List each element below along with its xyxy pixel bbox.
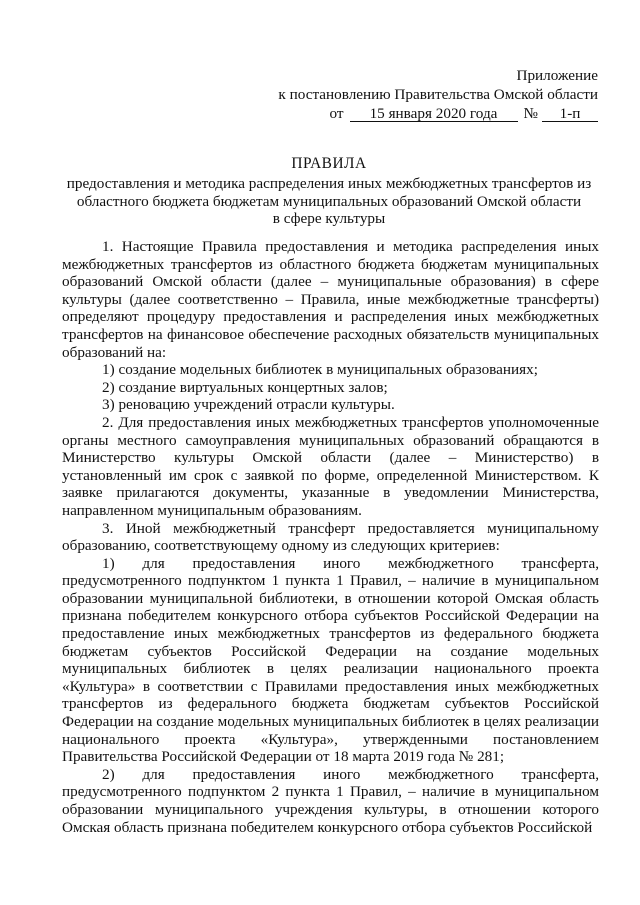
paragraph-1-item-1: 1) создание модельных библиотек в муниципальных образованиях; — [102, 361, 538, 379]
paragraph-2: 2. Для предоставления иных межбюджетных трансфертов уполномоченные органы местного самоуправления муниципальных образований обращаются в Министерство культуры Омской области (далее – Министерство) в установленный им срок с заявкой по форме, определенной Министерством. К заявке прилагаются документы, указанные в уведомлении Министерства, направленном муниципальным образованиям. — [62, 413, 599, 519]
resolution-date-line — [268, 104, 598, 123]
paragraph-3: 3. Иной межбюджетный трансферт предоставляется муниципальному образованию, соответствующему одному из следующих критериев: — [62, 519, 599, 555]
paragraph-1-item-2: 2) создание виртуальных концертных залов; — [102, 378, 388, 396]
document-title: ПРАВИЛА — [291, 155, 367, 172]
subtitle-line-3: в сфере культуры — [272, 210, 386, 227]
date-prefix: от — [329, 105, 344, 122]
resolution-date: 15 января 2020 года — [350, 106, 518, 122]
paragraph-1-item-3: 3) реновацию учреждений отрасли культуры. — [102, 396, 395, 414]
paragraph-1: 1. Настоящие Правила предоставления и методика распределения иных межбюджетных трансфертов из областного бюджета бюджетам муниципальных образований Омской области (далее – муниципальные образования) в сфере культуры (далее соответственно – Правила, иные межбюджетные трансферты) определяют процедуру предоставления и распределения иных межбюджетных трансфертов на финансовое обеспечение расходных обязательств муниципальных образований на: — [62, 238, 599, 361]
subtitle-line-2: областного бюджета бюджетам муниципальных образований Омской области — [76, 192, 582, 210]
document-subtitle — [60, 175, 598, 228]
paragraph-3-item-1: 1) для предоставления иного межбюджетного трансферта, предусмотренного подпунктом 1 пункта 1 Правил, – наличие в муниципальном образовании муниципальной библиотеки, в отношении которой Омская область признана победителем конкурсного отбора субъектов Российской Федерации на предоставление иных межбюджетных трансфертов из федерального бюджета бюджетам субъектов Российской Федерации на создание модельных муниципальных библиотек в целях реализации национального проекта «Культура» в соответствии с Правилами предоставления иных межбюджетных трансфертов из федерального бюджета бюджетам субъектов Российской Федерации на создание модельных муниципальных библиотек в целях реализации национального проекта «Культура», утвержденными постановлением Правительства Российской Федерации от 18 марта 2019 года № 281; — [62, 554, 599, 766]
paragraph-3-item-2: 2) для предоставления иного межбюджетного трансферта, предусмотренного подпунктом 2 пункта 1 Правил, – наличие в муниципальном образовании муниципального учреждения культуры, в отношении которого Омская область признана победителем конкурсного отбора субъектов Российской — [62, 765, 599, 836]
resolution-number: 1-п — [542, 106, 598, 122]
appendix-header — [268, 66, 598, 123]
resolution-reference: к постановлению Правительства Омской области — [278, 86, 598, 103]
document-body — [62, 238, 599, 836]
subtitle-line-1: предоставления и методика распределения иных межбюджетных трансфертов из — [66, 175, 592, 192]
appendix-label: Приложение — [516, 67, 598, 84]
number-prefix: № — [523, 105, 538, 122]
